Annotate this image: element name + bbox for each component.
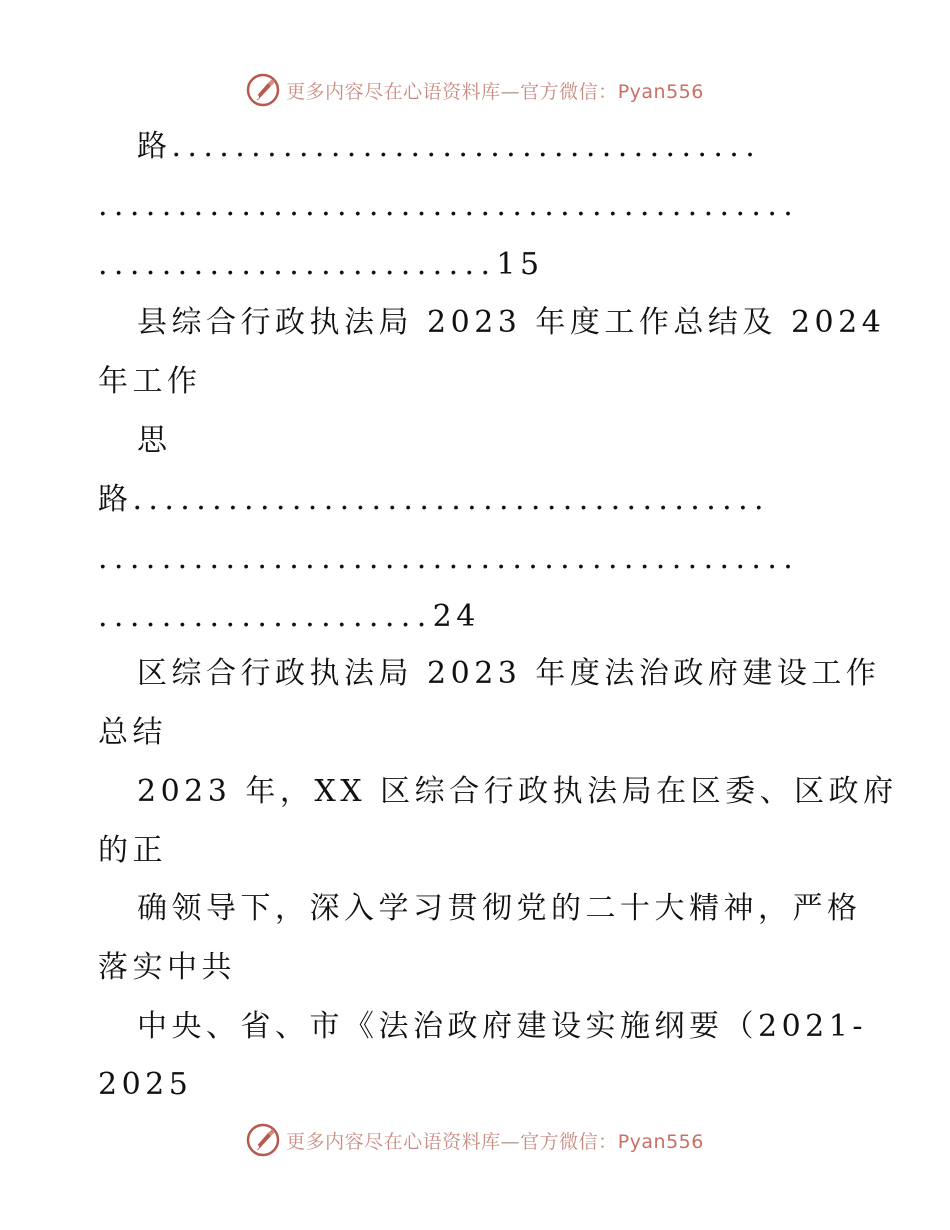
pen-logo-icon xyxy=(246,1123,280,1157)
pen-logo-icon xyxy=(246,73,280,107)
paragraph-line: 落实中共 xyxy=(98,950,236,985)
toc-entry-title: 年工作 xyxy=(98,364,202,399)
paragraph-line: 2025 xyxy=(98,1067,193,1102)
toc-entry-title: 县综合行政执法局 2023 年度工作总结及 2024 xyxy=(137,305,886,340)
watermark-text: 更多内容尽在心语资料库—官方微信：Pyan556 xyxy=(286,80,704,103)
paragraph-line: 2023 年，XX 区综合行政执法局在区委、区政府 xyxy=(137,774,898,809)
toc-line: .........................15 xyxy=(98,247,544,282)
toc-line: .....................24 xyxy=(98,599,480,634)
toc-page-number: 15 xyxy=(496,247,544,282)
section-title: 区综合行政执法局 2023 年度法治政府建设工作 xyxy=(137,656,881,691)
paragraph-line: 中央、省、市《法治政府建设实施纲要（2021- xyxy=(137,1009,867,1044)
watermark-text: 更多内容尽在心语资料库—官方微信：Pyan556 xyxy=(286,1130,704,1153)
toc-entry-title: 思 xyxy=(137,423,172,458)
header-watermark xyxy=(0,70,950,110)
paragraph-line: 的正 xyxy=(98,833,167,868)
toc-line: 路..................................... xyxy=(137,129,762,164)
toc-line: ............................................ xyxy=(98,188,800,223)
toc-page-number: 24 xyxy=(432,599,480,634)
footer-watermark xyxy=(0,1120,950,1160)
toc-line: ............................................ xyxy=(98,541,800,576)
section-title: 总结 xyxy=(98,715,167,750)
paragraph-line: 确领导下，深入学习贯彻党的二十大精神，严格 xyxy=(137,891,862,926)
toc-line: 路........................................ xyxy=(98,482,770,517)
